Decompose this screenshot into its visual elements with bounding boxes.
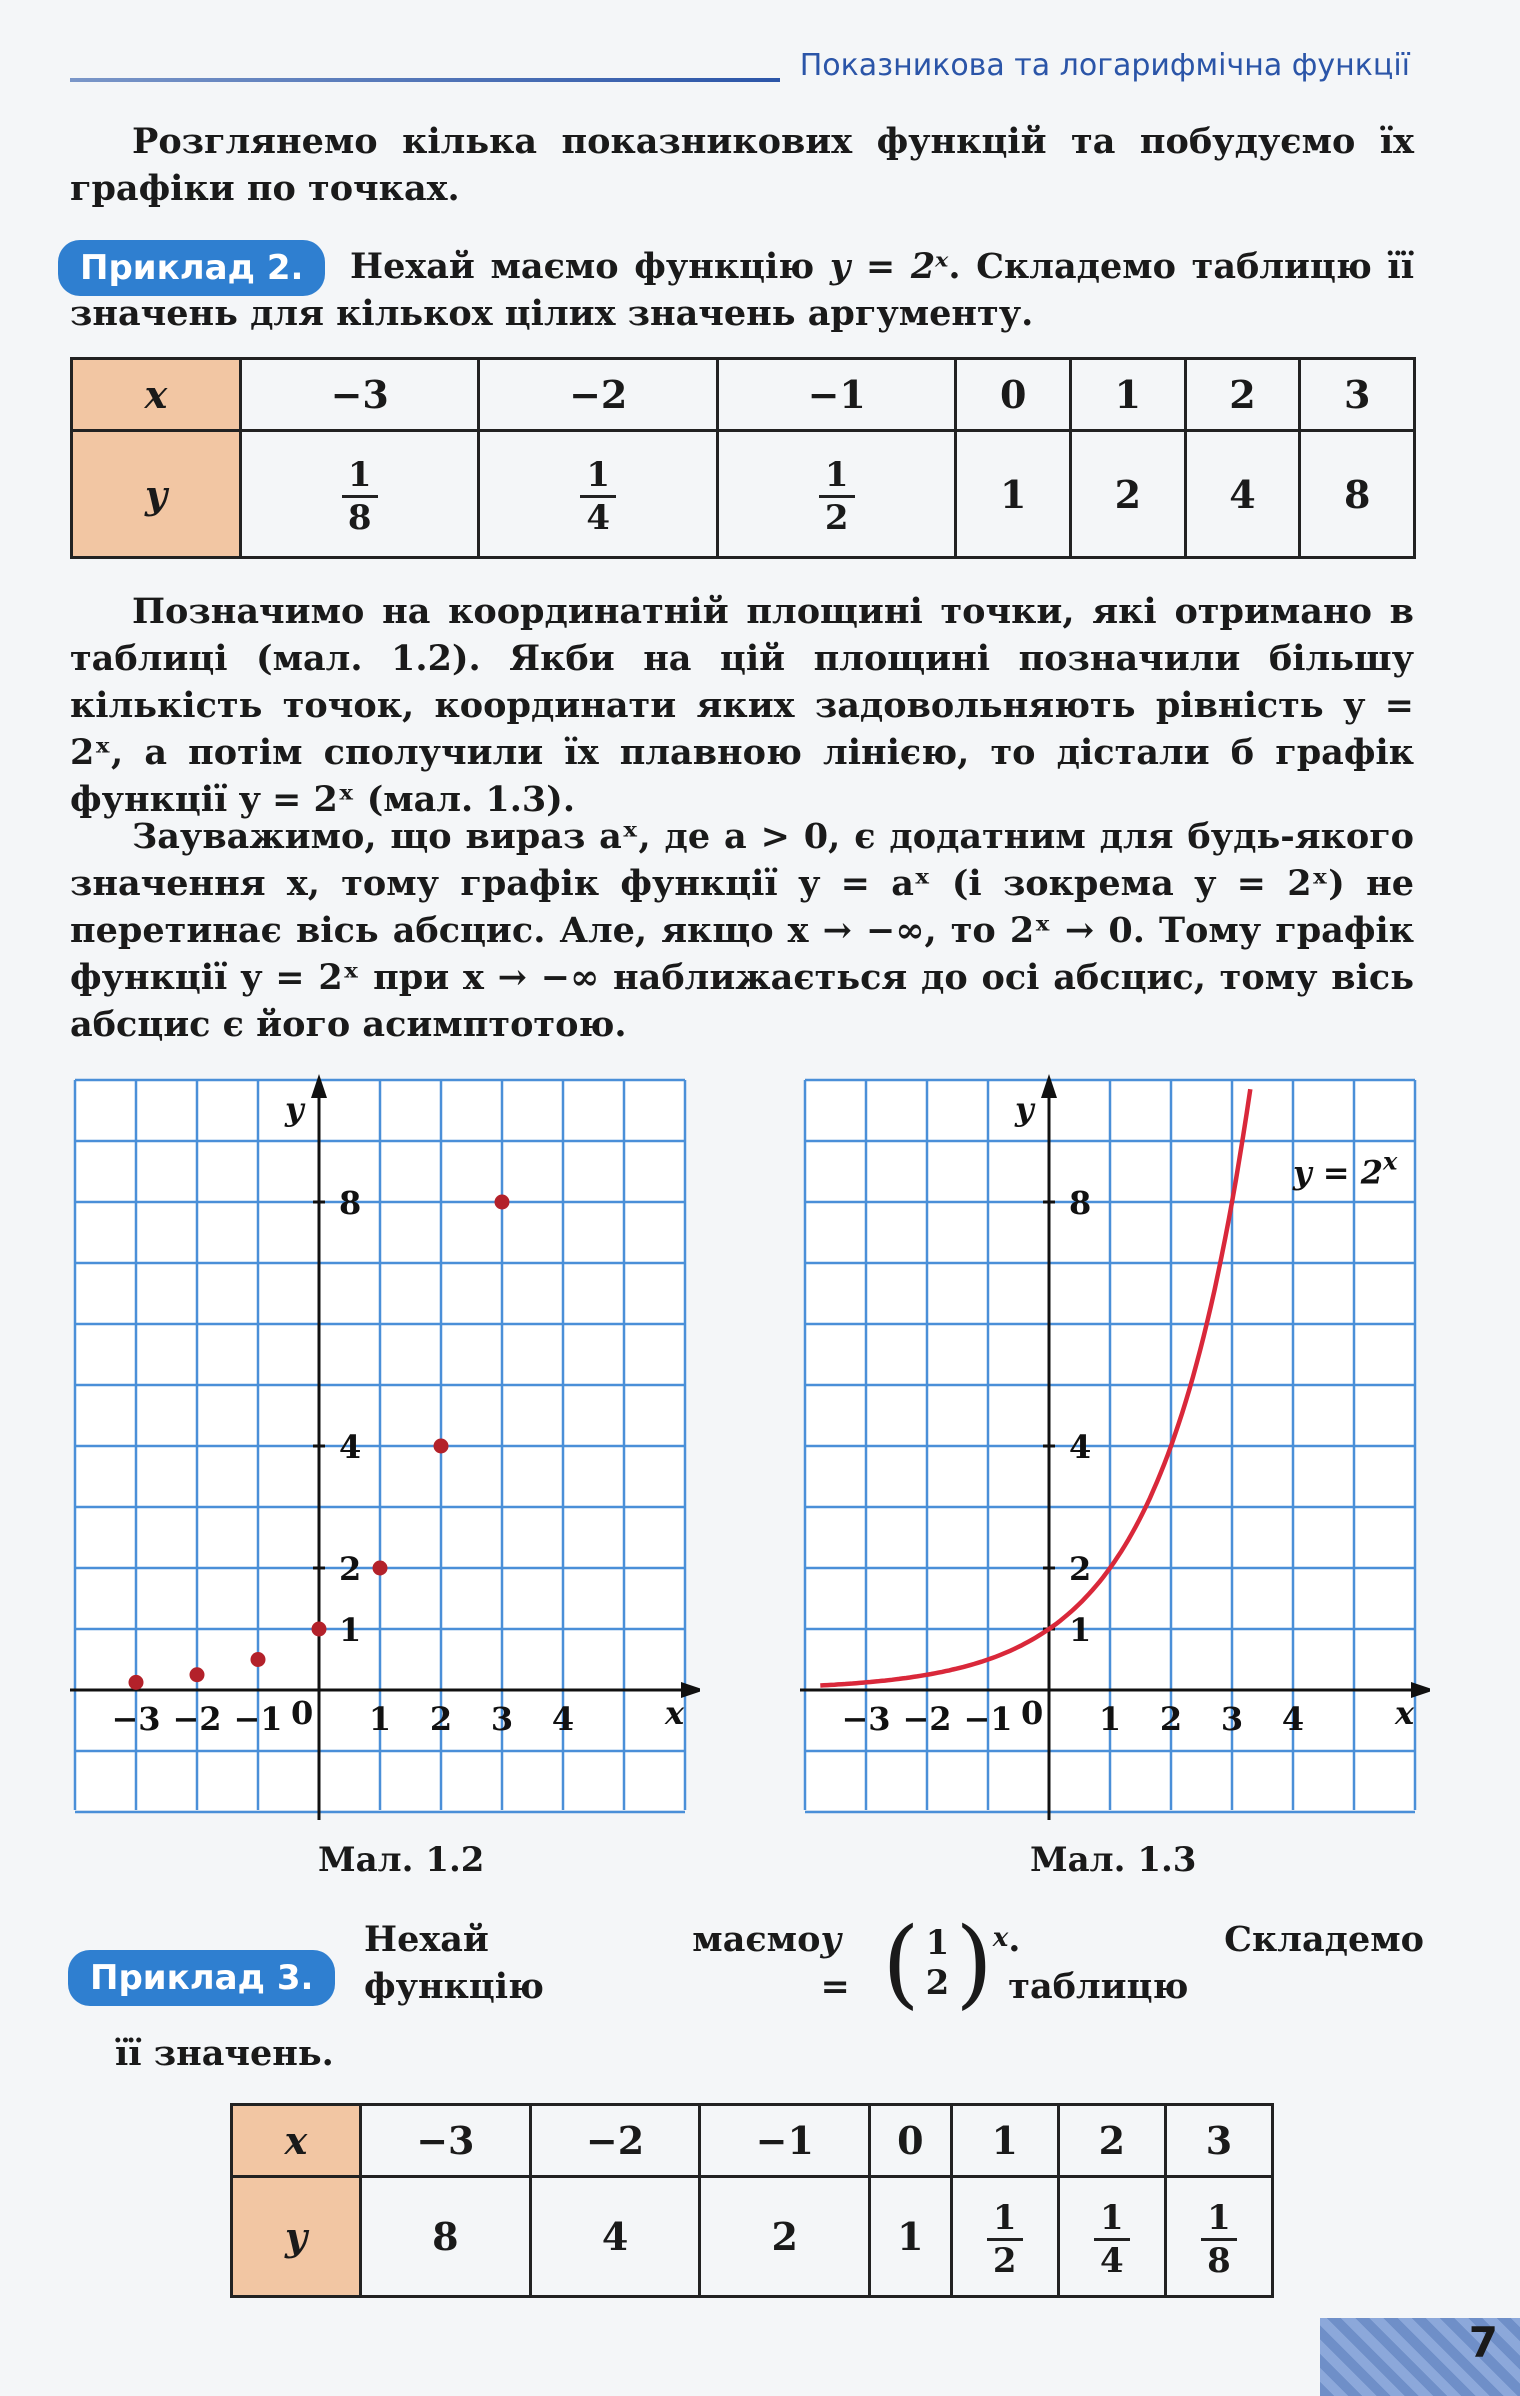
x-tick-label: −1 xyxy=(963,1700,1013,1738)
x-row xyxy=(232,2105,1273,2177)
fraction xyxy=(1094,2198,1130,2281)
y-value-cell: 1 xyxy=(956,431,1071,558)
y-header: y xyxy=(72,431,241,558)
x-tick-label: 3 xyxy=(490,1700,514,1738)
x-axis-label: x xyxy=(665,1694,685,1732)
example-3-text: Нехай маємо функцію y = ( 1 2 ) x . Складемо таблицю xyxy=(364,1907,1424,2019)
example-2-badge: Приклад 2. xyxy=(58,240,325,296)
asymptote-paragraph: Зауважимо, що вираз aˣ, де a > 0, є додатним для будь-якого значення x, тому графік функції y = aˣ (і зокрема y = 2ˣ) не перетинає вісь абсцис. Але, якщо x → −∞, то 2ˣ → 0. Тому графік функції y = 2ˣ при x → −∞ наближається до осі абсцис, тому вісь абсцис є його асимптотою. xyxy=(70,816,1414,1045)
data-point xyxy=(495,1195,510,1210)
numerator: 1 xyxy=(580,455,616,498)
y-value-cell: 1 xyxy=(870,2177,952,2297)
x-row xyxy=(72,359,1415,431)
y-tick-label: 2 xyxy=(339,1550,362,1588)
y-tick-label: 4 xyxy=(1069,1428,1092,1466)
numerator: 1 xyxy=(1201,2198,1237,2241)
denominator: 2 xyxy=(992,2240,1017,2281)
curve-label-exponent: x xyxy=(1382,1146,1398,1176)
example-2-text: Нехай маємо функцію y = 2ˣ. Складемо таблицю її значень для кількох цілих значень аргументу. xyxy=(70,246,1414,334)
x-value-cell: 3 xyxy=(1300,359,1415,431)
y-value-cell: 8 xyxy=(1300,431,1415,558)
y-value-cell xyxy=(241,431,479,558)
y-value-cell xyxy=(1165,2177,1272,2297)
y-value-cell xyxy=(951,2177,1058,2297)
numerator: 1 xyxy=(819,455,855,498)
header-rule xyxy=(70,78,780,82)
x-tick-label: 1 xyxy=(1098,1700,1122,1738)
x-tick-label: 3 xyxy=(1220,1700,1244,1738)
curve-label-base: y = 2 xyxy=(1293,1153,1383,1192)
origin-label: 0 xyxy=(1021,1694,1044,1732)
page-number: 7 xyxy=(1468,2318,1498,2367)
x-value-cell: −1 xyxy=(700,2105,870,2177)
y-value-cell xyxy=(479,431,717,558)
x-tick-label: −3 xyxy=(841,1700,891,1738)
x-value-cell: 3 xyxy=(1165,2105,1272,2177)
y-value-cell: 2 xyxy=(700,2177,870,2297)
x-value-cell: −3 xyxy=(361,2105,531,2177)
x-value-cell: −2 xyxy=(530,2105,700,2177)
y-value-cell xyxy=(717,431,955,558)
y-value-cell: 2 xyxy=(1071,431,1186,558)
x-value-cell: 1 xyxy=(951,2105,1058,2177)
running-header: Показникова та логарифмічна функції xyxy=(799,48,1410,83)
x-tick-label: −2 xyxy=(172,1700,222,1738)
figure-1-3 xyxy=(790,1070,1430,1840)
x-value-cell: 0 xyxy=(956,359,1071,431)
x-value-cell: 2 xyxy=(1058,2105,1165,2177)
data-point xyxy=(312,1622,327,1637)
intro-paragraph: Розглянемо кілька показникових функцій та побудуємо їх графіки по точках. xyxy=(70,121,1414,209)
x-tick-label: 2 xyxy=(1159,1700,1183,1738)
numerator: 1 xyxy=(987,2198,1023,2241)
y-value-cell: 8 xyxy=(361,2177,531,2297)
x-tick-label: 1 xyxy=(368,1700,392,1738)
denominator: 2 xyxy=(824,498,849,538)
data-point xyxy=(251,1652,266,1667)
denominator: 4 xyxy=(586,498,611,538)
x-header: x xyxy=(232,2105,361,2177)
numerator: 1 xyxy=(1094,2198,1130,2241)
y-tick-label: 1 xyxy=(339,1611,362,1649)
x-tick-label: 2 xyxy=(429,1700,453,1738)
x-tick-label: −1 xyxy=(233,1700,283,1738)
data-point xyxy=(373,1561,388,1576)
y-tick-label: 1 xyxy=(1069,1611,1092,1649)
x-header: x xyxy=(72,359,241,431)
x-value-cell: −1 xyxy=(717,359,955,431)
numerator: 1 xyxy=(342,455,378,498)
denominator: 4 xyxy=(1099,2240,1124,2281)
y-tick-label: 4 xyxy=(339,1428,362,1466)
origin-label: 0 xyxy=(291,1694,314,1732)
data-point xyxy=(190,1667,205,1682)
data-point xyxy=(129,1675,144,1690)
y-tick-label: 8 xyxy=(1069,1184,1092,1222)
figure-1-2-caption: Мал. 1.2 xyxy=(318,1840,485,1880)
x-value-cell: −2 xyxy=(479,359,717,431)
example-2-table xyxy=(70,357,1416,559)
x-tick-label: 4 xyxy=(551,1700,575,1738)
fraction xyxy=(819,455,855,538)
x-value-cell: −3 xyxy=(241,359,479,431)
x-tick-label: −2 xyxy=(902,1700,952,1738)
denominator: 8 xyxy=(347,498,372,538)
fraction xyxy=(987,2198,1023,2281)
x-value-cell: 0 xyxy=(870,2105,952,2177)
y-value-cell: 4 xyxy=(1185,431,1300,558)
y-value-cell: 4 xyxy=(530,2177,700,2297)
x-axis-label: x xyxy=(1395,1694,1415,1732)
figure-1-2 xyxy=(60,1070,700,1840)
fraction xyxy=(342,455,378,538)
y-tick-label: 2 xyxy=(1069,1550,1092,1588)
example-3-badge: Приклад 3. xyxy=(68,1950,335,2006)
y-axis-label: y xyxy=(1015,1090,1034,1128)
y-tick-label: 8 xyxy=(339,1184,362,1222)
fraction xyxy=(580,455,616,538)
fraction xyxy=(1201,2198,1237,2281)
example-3-text-continued: її значень. xyxy=(115,2033,334,2074)
x-tick-label: −3 xyxy=(111,1700,161,1738)
x-value-cell: 1 xyxy=(1071,359,1186,431)
y-header: y xyxy=(232,2177,361,2297)
denominator: 8 xyxy=(1207,2240,1231,2281)
y-value-cell xyxy=(1058,2177,1165,2297)
points-paragraph: Позначимо на координатній площині точки, які отримано в таблиці (мал. 1.2). Якби на цій площині позначили більшу кількість точок, координати яких задовольняють рівність y = 2ˣ, а потім сполучили їх плавною лінією, то дістали б графік функції y = 2ˣ (мал. 1.3). xyxy=(70,591,1414,820)
figure-1-3-caption: Мал. 1.3 xyxy=(1030,1840,1197,1880)
y-row xyxy=(72,431,1415,558)
x-tick-label: 4 xyxy=(1281,1700,1305,1738)
curve-label xyxy=(1292,1147,1398,1192)
y-row xyxy=(232,2177,1273,2297)
y-axis-label: y xyxy=(285,1090,304,1128)
data-point xyxy=(434,1439,449,1454)
x-value-cell: 2 xyxy=(1185,359,1300,431)
example-3-table xyxy=(230,2103,1274,2298)
example-3-formula: ( 1 2 ) x xyxy=(882,1907,1009,2019)
